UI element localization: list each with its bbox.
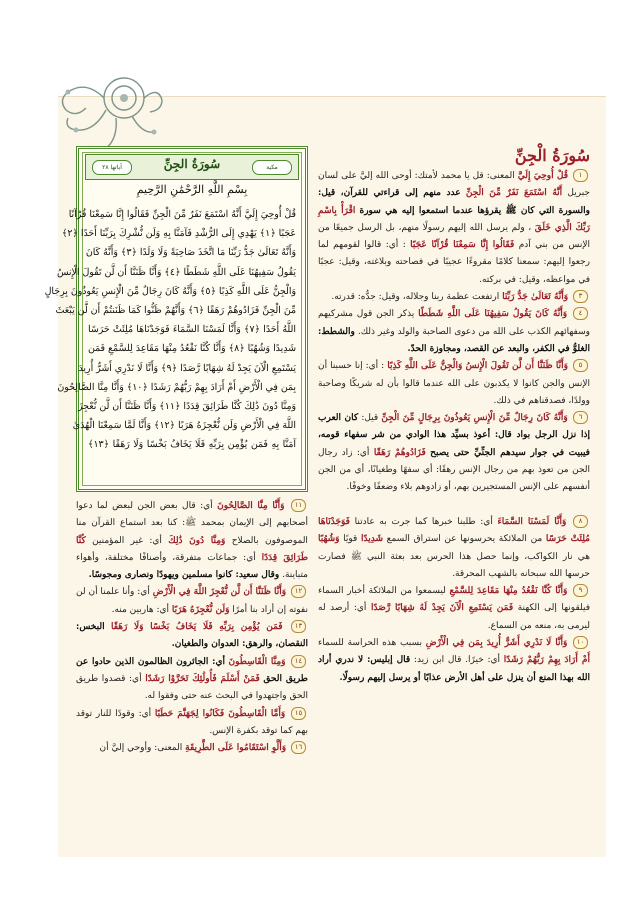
mushaf-line: بِمَن فِي الْأَرْضِ أَمْ أَرَادَ بِهِمْ رَبُّهُمْ رَشَدًا ﴿١٠﴾ وَأَنَّا مِنَّا الصَّالِحُونَ [57, 381, 296, 393]
verse-number-badge: ١٠ [573, 636, 588, 649]
tafsir-text: أي: الجائرون الظالمون الذين حادوا عن طريق الحق [76, 656, 308, 684]
tafsir-entry [318, 168, 590, 289]
tafsir-text: : أي: إنا حسبنا أن الإنس والجن كانوا لا يكذبون على الله عندما قالوا بأن له شريكًا وصاحبة وولدًا، فصدقناهم في ذلك. [318, 361, 590, 406]
quran-quote: وَأَنَّا لَمَسْنَا السَّمَاءَ [497, 517, 567, 527]
quran-quote: فَمَنْ أَسْلَمَ فَأُولَٰئِكَ تَحَرَّوْا رَشَدًا [145, 673, 260, 684]
verse-number-badge: ١٥ [291, 707, 306, 720]
quran-quote: أَنَّهُ اسْتَمَعَ نَفَرٌ مِّنَ الْجِنِّ [465, 188, 563, 199]
tafsir-entry [76, 498, 308, 584]
verse-number-badge: ٨ [573, 515, 588, 528]
tafsir-entry [76, 706, 308, 741]
tafsir-column-right [318, 146, 590, 514]
tafsir-entry [76, 654, 308, 706]
mushaf-text [44, 205, 296, 455]
mushaf-line: يَسْتَمِعِ الْآنَ يَجِدْ لَهُ شِهَابًا رَّصَدًا ﴿٩﴾ وَأَنَّا لَا نَدْرِي أَشَرٌّ أُرِيدَ [78, 362, 296, 374]
mushaf-line: قُلْ أُوحِيَ إِلَيَّ أَنَّهُ اسْتَمَعَ نَفَرٌ مِّنَ الْجِنِّ فَقَالُوا إِنَّا سَمِعْنَا قُرْآنًا [68, 209, 296, 220]
mushaf-line: وَأَنَّهُ تَعَالَىٰ جَدُّ رَبِّنَا مَا اتَّخَذَ صَاحِبَةً وَلَا وَلَدًا ﴿٣﴾ وَأَنَّهُ كَانَ [85, 247, 296, 259]
verse-number-badge: ١١ [291, 499, 306, 512]
mushaf-surah-name: سُورَةُ الجِنِّ [163, 157, 221, 171]
quran-quote: وَأَمَّا الْقَاسِطُونَ فَكَانُوا لِجَهَنَّمَ حَطَبًا [154, 708, 286, 719]
tafsir-entry [318, 306, 590, 358]
basmala: بِسْمِ اللَّهِ الرَّحْمَٰنِ الرَّحِيمِ [136, 183, 248, 196]
tafsir-column-left [76, 498, 308, 778]
tafsir-bold-text: قال إبليس: لا ندري أراد الله بهذا المنع أن ينزل على أهل الأرض عذابًا أو يرسل إليهم رسولًا. [318, 655, 590, 683]
tafsir-text: أي: وأنا علمنا أن لن نفوته إن أراد بنا أمرًا [76, 587, 308, 615]
verse-number-badge: ١٢ [291, 585, 306, 598]
quran-quote: وَشُهُبًا [318, 534, 340, 545]
mushaf-line: شَدِيدًا وَشُهُبًا ﴿٨﴾ وَأَنَّا كُنَّا نَقْعُدُ مِنْهَا مَقَاعِدَ لِلسَّمْعِ فَمَن [88, 343, 296, 355]
quran-quote: وَأَنَّهُ كَانَ يَقُولُ سَفِيهُنَا عَلَى اللَّهِ شَطَطًا [418, 309, 568, 320]
tafsir-column-right-lower [318, 514, 590, 784]
tafsir-entry [318, 410, 590, 496]
quran-quote: وَأَنَّا مِنَّا الصَّالِحُونَ [217, 501, 285, 511]
tafsir-text: أي: وقودًا للنار توقد بهم كما توقد بكفرة الإنس. [76, 708, 308, 736]
quran-quote: وَأَنَّا لَا نَدْرِي أَشَرٌّ أُرِيدَ بِمَن فِي الْأَرْضِ [425, 638, 568, 649]
verse-number-badge: ٣ [573, 290, 588, 303]
quran-quote: فَمَن يَسْتَمِعِ الْآنَ يَجِدْ لَهُ شِهَابًا رَّصَدًا [370, 603, 514, 614]
quran-quote: وَلَن نُّعْجِزَهُ هَرَبًا [171, 604, 230, 615]
tafsir-text: أي: زاد رجال الجن من تعوذ بهم من رجال الإنس رهقًا: أي سفهًا وطغيانًا، أي من الجن أنفسهم على الإنس المستجيرين بهم، أو زادوهم بلاء وضعفًا وخوفًا. [318, 447, 590, 493]
tafsir-text: ارتفعت عظمة ربنا وجلاله، وقيل: جدُّه: قدرته. [331, 292, 500, 303]
quran-quote: شَدِيدًا [361, 534, 384, 545]
tafsir-entry [318, 514, 590, 583]
mushaf-line: وَمِنَّا دُونَ ذَٰلِكَ كُنَّا طَرَائِقَ قِدَدًا ﴿١١﴾ وَأَنَّا ظَنَنَّا أَن لَّن نُّعْجِزَ [77, 401, 296, 413]
quran-quote: اقْرَأْ بِاسْمِ رَبِّكَ الَّذِي خَلَقَ [318, 205, 590, 233]
verse-number-badge: ١٦ [291, 741, 306, 754]
quran-quote: فَمَن يُؤْمِن بِرَبِّهِ فَلَا يَخَافُ بَخْسًا وَلَا رَهَقًا [110, 622, 283, 633]
quran-quote: وَأَنَّهُ تَعَالَىٰ جَدُّ رَبِّنَا [502, 292, 569, 303]
tafsir-text: بسبب هذه الحراسة للسماء [318, 638, 423, 649]
mushaf-header [85, 154, 299, 180]
quran-quote: أَمْ أَرَادَ بِهِمْ رَبُّهُمْ رَشَدًا [503, 655, 590, 666]
tafsir-text: أي: أرصد له ليرمى به، منعه من السماع. [318, 603, 590, 631]
tafsir-text: ، ولم يرسل الله إليهم رسولًا منهم، بل الرسل جميعًا من الإنس من بني آدم [318, 222, 590, 251]
tafsir-text: هي نار الكواكب، وإنما حصل هذا الحرس بعد بعثة النبي ﷺ فصارت حرسها الله سبحانه بالشهب المحرقة. [318, 551, 590, 579]
tafsir-text: قيل: [361, 413, 379, 424]
mushaf-line: مِّنَ الْجِنِّ فَزَادُوهُمْ رَهَقًا ﴿٦﴾ وَأَنَّهُمْ ظَنُّوا كَمَا ظَنَنتُمْ أَن لَّن يَبْعَثَ [55, 305, 296, 317]
quran-quote: وَأَنَّا ظَنَنَّا أَن لَّن نُّعْجِزَ اللَّهَ فِي الْأَرْضِ [152, 587, 287, 598]
mushaf-line: يَقُولُ سَفِيهُنَا عَلَى اللَّهِ شَطَطًا ﴿٤﴾ وَأَنَّا ظَنَنَّا أَن لَّن تَقُولَ الْإِنسُ [56, 266, 296, 278]
mushaf-line: عَجَبًا ﴿١﴾ يَهْدِي إِلَى الرُّشْدِ فَآمَنَّا بِهِ وَلَن نُّشْرِكَ بِرَبِّنَا أَحَدًا ﴿٢﴾ [61, 228, 296, 240]
tafsir-text: يذكر الجن قول مشركيهم وسفهائهم الكذب على الله من دعوى الصاحبة والولد وغير ذلك. [318, 309, 590, 337]
mushaf-line: اللَّهُ أَحَدًا ﴿٧﴾ وَأَنَّا لَمَسْنَا السَّمَاءَ فَوَجَدْنَاهَا مُلِئَتْ حَرَسًا [88, 324, 296, 336]
verse-count-badge: آياتها ٢٨ [92, 160, 132, 175]
quran-quote: وَمِنَّا الْقَاسِطُونَ [228, 656, 286, 667]
mushaf-line: آمَنَّا بِهِ فَمَن يُؤْمِن بِرَبِّهِ فَلَا يَخَافُ بَخْسًا وَلَا رَهَقًا ﴿١٣﴾ [88, 439, 296, 451]
mushaf-line: وَالْجِنُّ عَلَى اللَّهِ كَذِبًا ﴿٥﴾ وَأَنَّهُ كَانَ رِجَالٌ مِّنَ الْإِنسِ يَعُوذُونَ بِرِجَالٍ [44, 285, 296, 297]
tafsir-bold-text: البخس: النقصان، والرهق: العدوان والطغيان. [76, 622, 308, 650]
quran-quote: فَوَجَدْنَاهَا مُلِئَتْ حَرَسًا [318, 517, 590, 545]
tafsir-text: ليسمعوا من الملائكة أخبار السماء فيلقونها إلى الكهنة [318, 586, 590, 614]
tafsir-text: من الملائكة يحرسونها عن استراق السمع [386, 534, 543, 545]
tafsir-entry [318, 358, 590, 410]
tafsir-text: المعنى: وأوحي إليَّ أن [99, 743, 183, 754]
verse-number-badge: ١ [573, 169, 588, 182]
tafsir-entry [318, 583, 590, 635]
tafsir-entry [318, 289, 590, 306]
tafsir-entry [76, 740, 308, 757]
surah-type-badge: مكية [252, 160, 292, 175]
verse-number-badge: ٩ [573, 584, 588, 597]
tafsir-text: أي: خيرًا. قال ابن زيد: [413, 655, 501, 666]
tafsir-entry [76, 584, 308, 619]
tafsir-text: أي: هاربين منه. [111, 604, 170, 615]
tafsir-text: عدد منهم إلى قراءتي للقرآن، قيل: والسورة التي كان ﷺ يقرؤها عندما استمعوا إليه هي سورة [318, 188, 590, 216]
surah-title: سُورَةُ الْجِنِّ [514, 146, 590, 165]
tafsir-bold-text: والشطط: الغلوُّ في الكفر، والبعد عن القصد، ومجاوزة الحدّ. [318, 326, 590, 354]
tafsir-text: قويًا [343, 534, 358, 545]
tafsir-text: أي: غير المؤمنين [92, 535, 162, 546]
floral-ornament-icon [46, 70, 166, 156]
tafsir-entry [76, 619, 308, 654]
tafsir-text: أي: طلبنا خبرها كما جرت به عادتنا [354, 517, 493, 527]
quran-quote: وَمِنَّا دُونَ ذَٰلِكَ [168, 535, 226, 546]
verse-number-badge: ٦ [573, 411, 588, 424]
tafsir-text: : أي: قالوا لقومهم لما رجعوا إليهم: سمعنا كلامًا مقروءًا عجيبًا في فصاحته وبلاغته، وقيل: عجبًا في مواعظه، وقيل: في بركته. [318, 240, 590, 285]
mushaf-line: اللَّهَ فِي الْأَرْضِ وَلَن نُّعْجِزَهُ هَرَبًا ﴿١٢﴾ وَأَنَّا لَمَّا سَمِعْنَا الْهُدَىٰ [72, 420, 296, 432]
quran-quote: وَأَلَّوِ اسْتَقَامُوا عَلَى الطَّرِيقَةِ [185, 743, 287, 754]
verse-number-badge: ١٤ [291, 655, 306, 668]
quran-quote: وَأَنَّهُ كَانَ رِجَالٌ مِّنَ الْإِنسِ يَعُوذُونَ بِرِجَالٍ مِّنَ الْجِنِّ [381, 413, 568, 424]
verse-number-badge: ٥ [573, 359, 588, 372]
tafsir-bold-text: وقال سعيد: كانوا مسلمين ويهودًا ونصارى ومجوسًا. [88, 570, 280, 581]
verse-number-badge: ١٣ [291, 620, 306, 633]
tafsir-bold-text: كان العرب إذا نزل الرجل بواد قال: أعوذ بسيِّد هذا الوادي من شر سفهاء قومه، فيبيت في جوار سيدهم الجنِّيِّ حتى يصبح [318, 413, 590, 458]
quran-quote: كُنَّا طَرَائِقَ قِدَدًا [76, 535, 308, 563]
quran-quote: وَأَنَّا ظَنَنَّا أَن لَّن تَقُولَ الْإِنسُ وَالْجِنُّ عَلَى اللَّهِ كَذِبًا [387, 361, 568, 372]
quran-quote: فَقَالُوا إِنَّا سَمِعْنَا قُرْآنًا عَجَبًا [410, 240, 515, 251]
quran-quote: قُلْ أُوحِيَ إِلَيَّ [517, 171, 568, 181]
tafsir-text: أي: جماعات متفرقة، وأصنافًا مختلفة، وأهواء متباينة. [76, 552, 308, 581]
tafsir-entry [318, 635, 590, 687]
tafsir-text: أي: قصدوا طريق الحق واجتهدوا في البحث عنه حتى وفقوا له. [76, 673, 308, 702]
mushaf-panel [44, 146, 308, 492]
quran-quote: وَأَنَّا كُنَّا نَقْعُدُ مِنْهَا مَقَاعِدَ لِلسَّمْعِ [449, 586, 568, 597]
tafsir-text: أي: قال بعض الجن لبعض لما دعوا أصحابهم إلى الإيمان بمحمد ﷺ: كنا بعد استماع القرآن منا الموصوفون بالصلاح [76, 501, 308, 546]
verse-number-badge: ٤ [573, 307, 588, 320]
quran-quote: فَزَادُوهُمْ رَهَقًا [373, 447, 426, 458]
tafsir-text: المعنى: قل يا محمد لأمتك: أوحى الله إليَّ على لسان جبريل [318, 171, 590, 199]
